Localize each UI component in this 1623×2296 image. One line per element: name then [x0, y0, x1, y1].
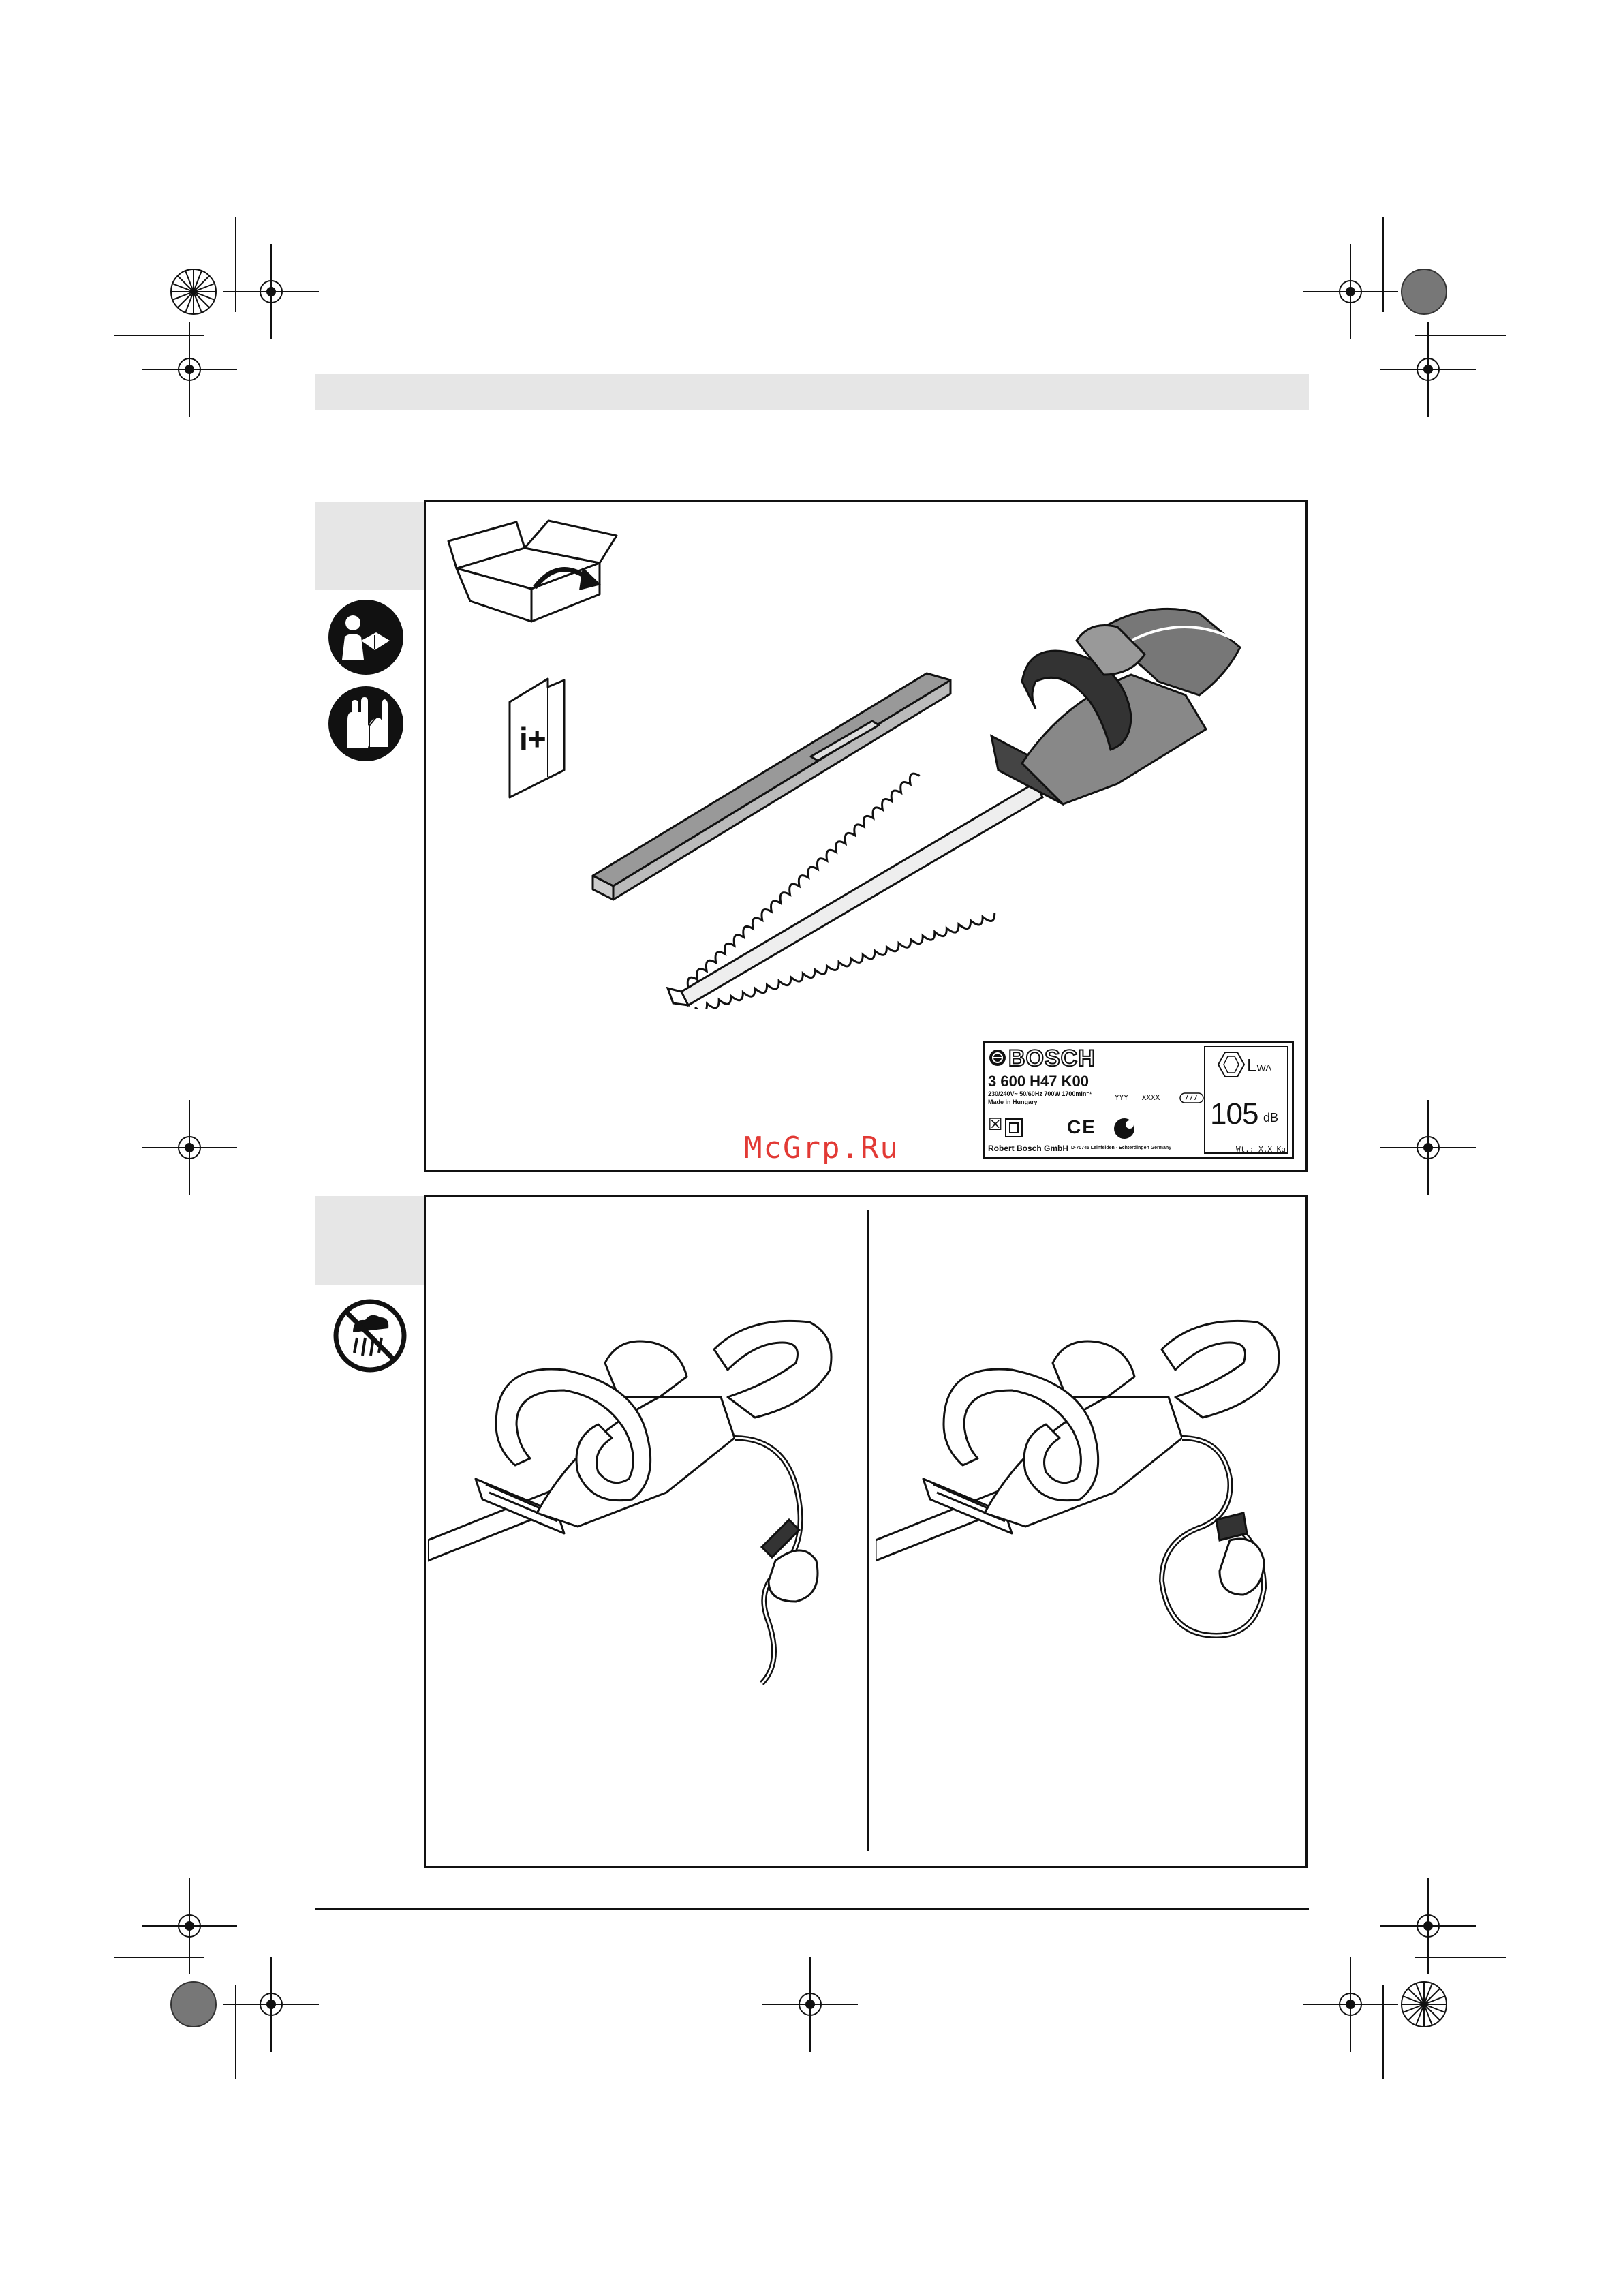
manufacturer-address: D-70745 Leinfelden - Echterdingen Germany — [1071, 1146, 1172, 1150]
trimmer-cord-illustration-right — [876, 1295, 1298, 1690]
watermark-text: McGrp.Ru — [744, 1131, 899, 1165]
section-tab-1 — [315, 502, 424, 590]
panel-divider — [867, 1210, 869, 1851]
rating-plate — [983, 1041, 1294, 1159]
sound-level-value: 105 — [1210, 1097, 1258, 1131]
recycle-bin-icon: ☒ — [988, 1116, 1003, 1134]
serial-code: YYY XXXX — [1115, 1093, 1160, 1102]
color-wheel-icon — [171, 1982, 216, 2027]
booklet-text: i+ — [519, 721, 546, 756]
ce-mark: CE — [1067, 1116, 1096, 1137]
color-wheel-icon — [1402, 269, 1447, 314]
manufacturer: Robert Bosch GmbH — [988, 1144, 1069, 1153]
model-number: 3 600 H47 K00 — [988, 1073, 1089, 1090]
lwa-label — [1247, 1055, 1272, 1076]
footer-rule — [315, 1908, 1309, 1910]
color-wheel-icon — [171, 269, 216, 314]
color-wheel-icon — [1402, 1982, 1447, 2027]
sound-level-unit: dB — [1263, 1111, 1279, 1124]
weight: Wt.: X.X Kg — [1236, 1145, 1286, 1154]
wear-gloves-icon — [327, 685, 405, 763]
electrical-specs: 230/240V~ 50/60Hz 700W 1700min⁻¹ — [988, 1090, 1092, 1097]
info-booklet-icon — [504, 675, 572, 804]
header-band — [315, 374, 1309, 410]
trimmer-cord-illustration-left — [428, 1295, 850, 1690]
section-tab-2 — [315, 1196, 424, 1285]
lwa-label-sub: WA — [1256, 1062, 1272, 1073]
serial-code-box: 777 — [1184, 1093, 1198, 1102]
hedge-trimmer-illustration — [586, 600, 1267, 1009]
read-manual-icon — [327, 598, 405, 676]
brand-name: BOSCH — [1008, 1045, 1096, 1071]
no-rain-icon — [333, 1298, 407, 1373]
lwa-label-main: L — [1247, 1055, 1257, 1075]
origin: Made in Hungary — [988, 1099, 1038, 1105]
